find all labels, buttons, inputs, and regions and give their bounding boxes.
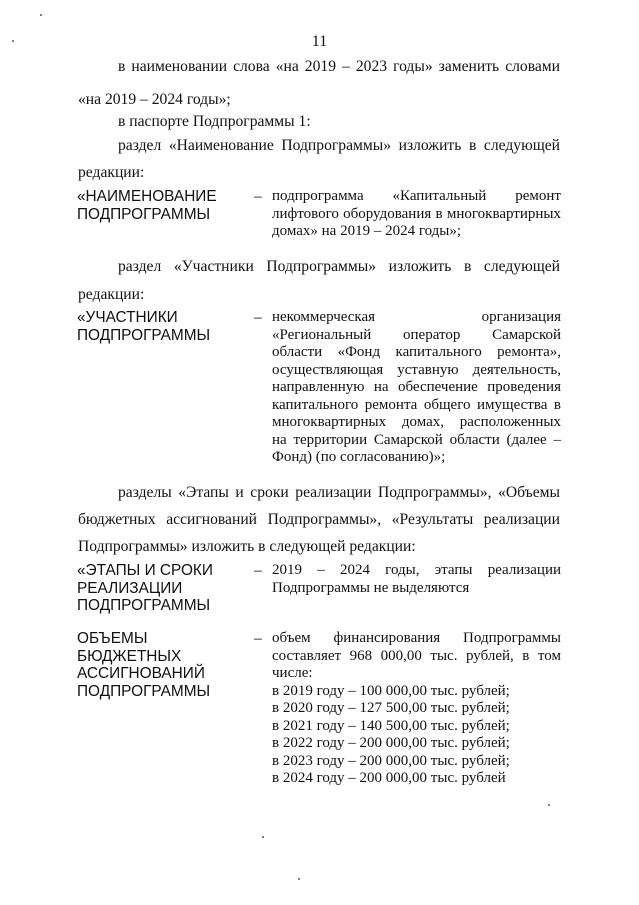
value-line: многоквартирных домах, расположенных bbox=[272, 414, 561, 430]
stages-block-dash: – bbox=[254, 562, 262, 579]
scan-speck bbox=[548, 804, 550, 806]
scan-speck bbox=[298, 878, 300, 880]
label-line: ПОДПРОГРАММЫ bbox=[77, 597, 211, 614]
year-line: в 2022 году – 200 000,00 тыс. рублей; bbox=[272, 735, 510, 751]
participants-block-value bbox=[272, 309, 561, 467]
year-line: в 2023 году – 200 000,00 тыс. рублей; bbox=[272, 752, 510, 769]
sections-intro-line-3: Подпрограммы» изложить в следующей редакции: bbox=[78, 538, 416, 555]
value-line: Фонд) (по согласованию)»; bbox=[272, 449, 446, 465]
name-block-value bbox=[272, 188, 561, 241]
label-line: ПОДПРОГРАММЫ bbox=[77, 326, 211, 344]
intro-line-2: «на 2019 – 2024 годы»; bbox=[78, 91, 231, 108]
value-line: на территории Самарской области (далее – bbox=[272, 431, 561, 448]
year-line: в 2021 году – 140 500,00 тыс. рублей; bbox=[272, 717, 510, 734]
label-line: «ЭТАПЫ И СРОКИ bbox=[77, 562, 213, 579]
year-line: в 2024 году – 200 000,00 тыс. рублей bbox=[272, 770, 506, 786]
stages-block-label bbox=[77, 562, 255, 615]
intro-line-5: редакции: bbox=[78, 164, 145, 181]
value-line: 2019 – 2024 годы, этапы реализации bbox=[272, 562, 561, 578]
participants-intro-line-1: раздел «Участники Подпрограммы» изложить в следующей bbox=[118, 258, 560, 275]
name-block-dash: – bbox=[254, 188, 262, 205]
label-line: АССИГНОВАНИЙ bbox=[77, 665, 205, 682]
label-line: ОБЪЕМЫ БЮДЖЕТНЫХ bbox=[77, 630, 182, 665]
budget-block-dash: – bbox=[254, 630, 262, 647]
value-line: составляет 968 000,00 тыс. рублей, в том bbox=[272, 647, 561, 664]
value-line: некоммерческая организация bbox=[272, 309, 561, 325]
label-line: «НАИМЕНОВАНИЕ bbox=[77, 188, 217, 205]
scan-speck bbox=[40, 14, 42, 16]
name-block-label bbox=[77, 188, 255, 223]
value-line: домах» на 2019 – 2024 годы»; bbox=[272, 223, 462, 239]
label-line: ПОДПРОГРАММЫ bbox=[77, 205, 211, 223]
participants-intro-line-2: редакции: bbox=[78, 286, 145, 303]
sections-intro-line-2: бюджетных ассигнований Подпрограммы», «Результаты реализации bbox=[78, 511, 560, 528]
sections-intro-line-1: разделы «Этапы и сроки реализации Подпрограммы», «Объемы bbox=[118, 484, 560, 501]
intro-line-3: в паспорте Подпрограммы 1: bbox=[118, 113, 311, 130]
value-line: осуществляющая уставную деятельность, bbox=[272, 361, 561, 378]
participants-block-label bbox=[77, 309, 255, 344]
stages-block-value bbox=[272, 562, 561, 597]
label-line: ПОДПРОГРАММЫ bbox=[77, 682, 211, 700]
value-line: подпрограмма «Капитальный ремонт bbox=[272, 188, 561, 204]
year-line: в 2019 году – 100 000,00 тыс. рублей; bbox=[272, 682, 510, 699]
intro-line-1: в наименовании слова «на 2019 – 2023 годы» заменить словами bbox=[118, 58, 560, 75]
label-line: «УЧАСТНИКИ bbox=[77, 309, 178, 326]
budget-block-value bbox=[272, 630, 561, 788]
value-line: направленную на обеспечение проведения bbox=[272, 379, 561, 395]
participants-block-dash: – bbox=[254, 309, 262, 326]
value-line: лифтового оборудования в многоквартирных bbox=[272, 205, 561, 222]
value-line: «Региональный оператор Самарской bbox=[272, 326, 561, 343]
page-number: 11 bbox=[311, 33, 328, 50]
value-line: объем финансирования Подпрограммы bbox=[272, 630, 561, 646]
value-line: области «Фонд капитального ремонта», bbox=[272, 344, 561, 360]
value-line: Подпрограммы не выделяются bbox=[272, 579, 470, 596]
value-line: капитального ремонта общего имущества в bbox=[272, 396, 561, 413]
budget-block-label bbox=[77, 630, 255, 700]
label-line: РЕАЛИЗАЦИИ bbox=[77, 579, 183, 597]
scan-speck bbox=[262, 836, 264, 838]
intro-line-4: раздел «Наименование Подпрограммы» изложить в следующей bbox=[118, 137, 560, 154]
year-line: в 2020 году – 127 500,00 тыс. рублей; bbox=[272, 700, 510, 716]
value-line: числе: bbox=[272, 665, 313, 681]
